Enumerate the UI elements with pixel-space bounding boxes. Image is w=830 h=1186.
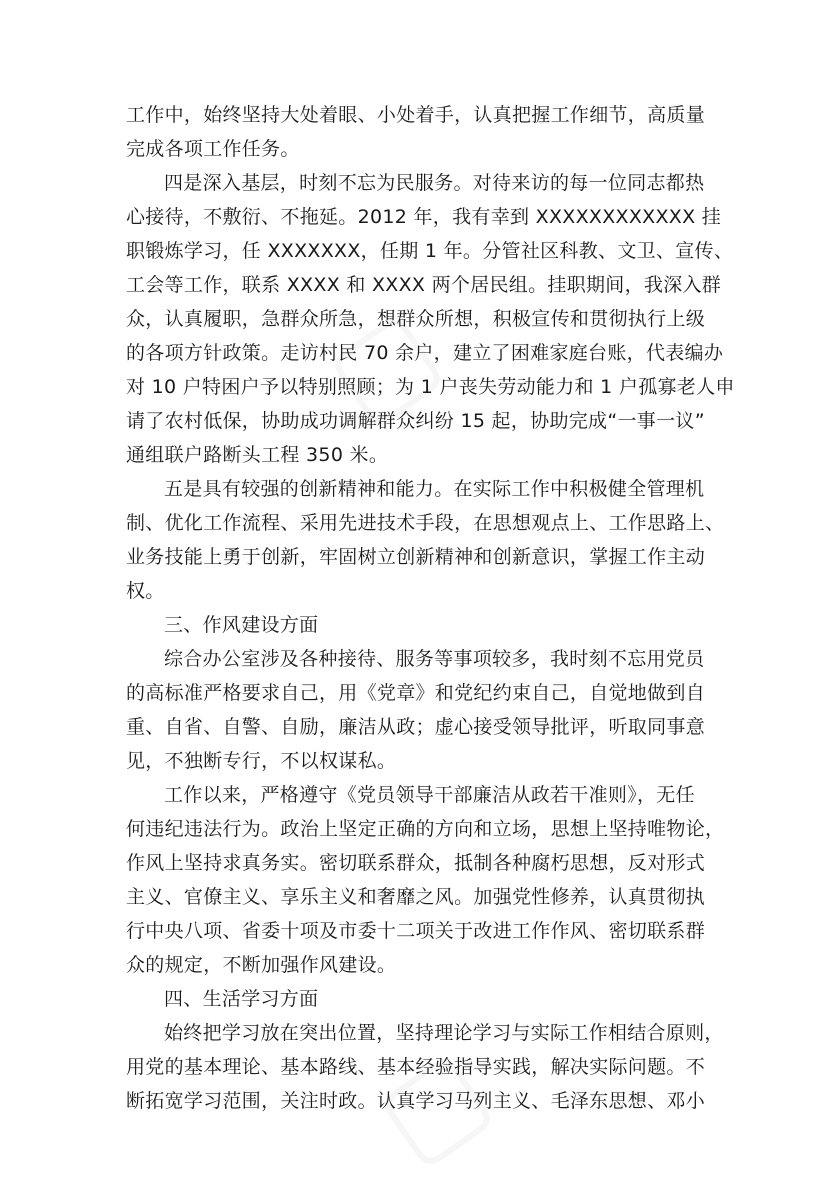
text-line: 五是具有较强的创新精神和能力。在实际工作中积极健全管理机 (164, 478, 705, 500)
text-line: 四是深入基层，时刻不忘为民服务。对待来访的每一位同志都热 (164, 172, 705, 194)
text-line: 完成各项工作任务。 (126, 138, 300, 160)
text-line: 对 10 户特困户予以特别照顾；为 1 户丧失劳动能力和 1 户孤寡老人申 (126, 376, 735, 398)
text-line: 综合办公室涉及各种接待、服务等事项较多，我时刻不忘用党员 (164, 648, 705, 670)
document-body (126, 98, 735, 1118)
text-line: 三、作风建设方面 (164, 614, 319, 636)
text-line: 请了农村低保，协助成功调解群众纠纷 15 起，协助完成“一事一议” (126, 410, 705, 432)
text-line: 通组联户路断头工程 350 米。 (126, 444, 389, 466)
text-line: 何违纪违法行为。政治上坚定正确的方向和立场，思想上坚持唯物论， (126, 818, 725, 840)
text-line: 工作中，始终坚持大处着眼、小处着手，认真把握工作细节，高质量 (126, 104, 706, 126)
text-line: 权。 (126, 580, 165, 602)
text-line: 职锻炼学习，任 XXXXXXX，任期 1 年。分管社区科教、文卫、宣传、 (126, 240, 734, 262)
text-line: 心接待，不敷衍、不拖延。2012 年，我有幸到 XXXXXXXXXXXX 挂 (126, 206, 722, 228)
text-line: 业务技能上勇于创新，牢固树立创新精神和创新意识，掌握工作主动 (126, 546, 706, 568)
text-line: 断拓宽学习范围，关注时政。认真学习马列主义、毛泽东思想、邓小 (126, 1090, 706, 1112)
text-line: 的高标准严格要求自己，用《党章》和党纪约束自己，自觉地做到自 (126, 682, 706, 704)
text-line: 工作以来，严格遵守《党员领导干部廉洁从政若干准则》，无任 (164, 784, 695, 806)
text-line: 的各项方针政策。走访村民 70 余户，建立了困难家庭台账，代表编办 (126, 342, 724, 364)
text-line: 重、自省、自警、自励，廉洁从政；虚心接受领导批评，听取同事意 (126, 716, 706, 738)
text-line: 见，不独断专行，不以权谋私。 (126, 750, 397, 772)
text-line: 用党的基本理论、基本路线、基本经验指导实践，解决实际问题。不 (126, 1056, 706, 1078)
text-line: 始终把学习放在突出位置，坚持理论学习与实际工作相结合原则， (164, 1022, 724, 1044)
text-line: 众，认真履职，急群众所急，想群众所想，积极宣传和贯彻执行上级 (126, 308, 706, 330)
text-line: 众的规定，不断加强作风建设。 (126, 954, 397, 976)
text-line: 四、生活学习方面 (164, 988, 319, 1010)
text-line: 行中央八项、省委十项及市委十二项关于改进工作作风、密切联系群 (126, 920, 706, 942)
text-line: 主义、官僚主义、享乐主义和奢靡之风。加强党性修养，认真贯彻执 (126, 886, 706, 908)
text-line: 制、优化工作流程、采用先进技术手段，在思想观点上、工作思路上、 (126, 512, 725, 534)
text-line: 作风上坚持求真务实。密切联系群众，抵制各种腐朽思想，反对形式 (126, 852, 706, 874)
text-line: 工会等工作，联系 XXXX 和 XXXX 两个居民组。挂职期间，我深入群 (126, 274, 722, 296)
